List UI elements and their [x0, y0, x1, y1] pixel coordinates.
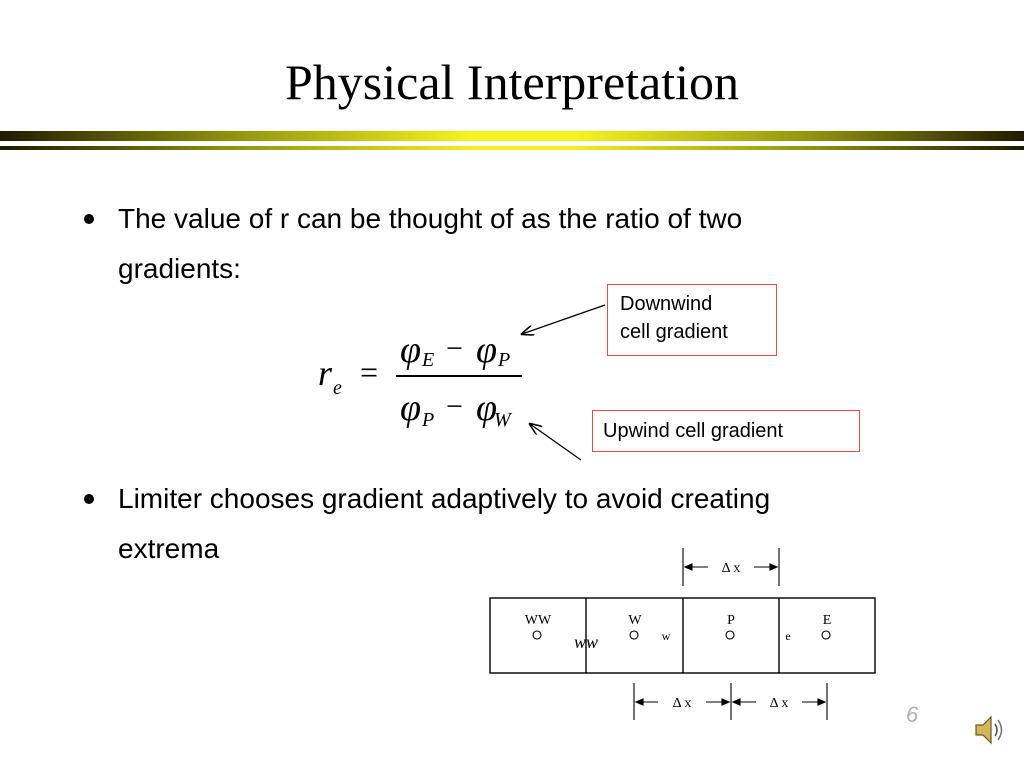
bullet-line: extrema: [118, 533, 220, 564]
bullet-dot: [84, 214, 94, 224]
formula-phi: φ: [400, 387, 422, 429]
arrowhead: [636, 699, 643, 705]
formula-lhs: r: [318, 353, 333, 393]
downwind-callout-line: Downwind: [620, 293, 713, 315]
italic-ww-label: ww: [573, 632, 599, 652]
page-number: 6: [906, 702, 919, 727]
cell-label-w: W: [628, 613, 642, 628]
grid-diagram: [480, 540, 880, 725]
formula-phi: φ: [476, 329, 498, 371]
arrowhead: [685, 564, 692, 570]
formula-sub: P: [498, 349, 511, 371]
formula-sub: W: [494, 409, 511, 431]
formula-equals: =: [360, 354, 379, 390]
bullet-line: The value of r can be thought of as the ratio of two: [118, 203, 743, 234]
upwind-callout: [592, 410, 860, 452]
arrowhead: [733, 699, 740, 705]
node-e: [822, 631, 830, 639]
arrowhead: [818, 699, 825, 705]
bullet-text: [118, 194, 918, 294]
node-p: [726, 631, 734, 639]
formula-phi: φ: [476, 387, 498, 429]
arrowhead: [770, 564, 777, 570]
title-rule-thick: [0, 131, 1024, 141]
bullet-line: gradients:: [118, 253, 241, 284]
formula-minus: −: [446, 390, 463, 423]
face-label-e: e: [785, 629, 791, 643]
downwind-callout: [607, 284, 777, 356]
formula-lhs-sub: e: [333, 377, 342, 399]
delta-x-label: Δ x: [721, 561, 741, 576]
ratio-formula: [300, 310, 540, 440]
cell-label-ww: WW: [524, 613, 552, 628]
arrowhead: [722, 699, 729, 705]
face-label-w: w: [661, 629, 671, 643]
upwind-callout-label: Upwind cell gradient: [603, 420, 784, 442]
node-w: [630, 631, 638, 639]
speaker-icon[interactable]: [972, 712, 1008, 748]
formula-sub: P: [422, 409, 435, 431]
title-rule-thin: [0, 146, 1024, 150]
downwind-callout-line: cell gradient: [620, 321, 728, 343]
cell-label-e: E: [822, 613, 832, 628]
bullet-line: Limiter chooses gradient adaptively to avoid creating: [118, 483, 771, 514]
node-ww: [533, 631, 541, 639]
delta-x-label: Δ x: [769, 696, 789, 711]
delta-x-label: Δ x: [672, 696, 692, 711]
slide-title: Physical Interpretation: [284, 54, 740, 110]
bullet-dot: [84, 494, 94, 504]
cell-label-p: P: [727, 613, 735, 628]
formula-phi: φ: [400, 329, 422, 371]
formula-minus: −: [446, 332, 463, 365]
formula-sub: E: [422, 349, 435, 371]
